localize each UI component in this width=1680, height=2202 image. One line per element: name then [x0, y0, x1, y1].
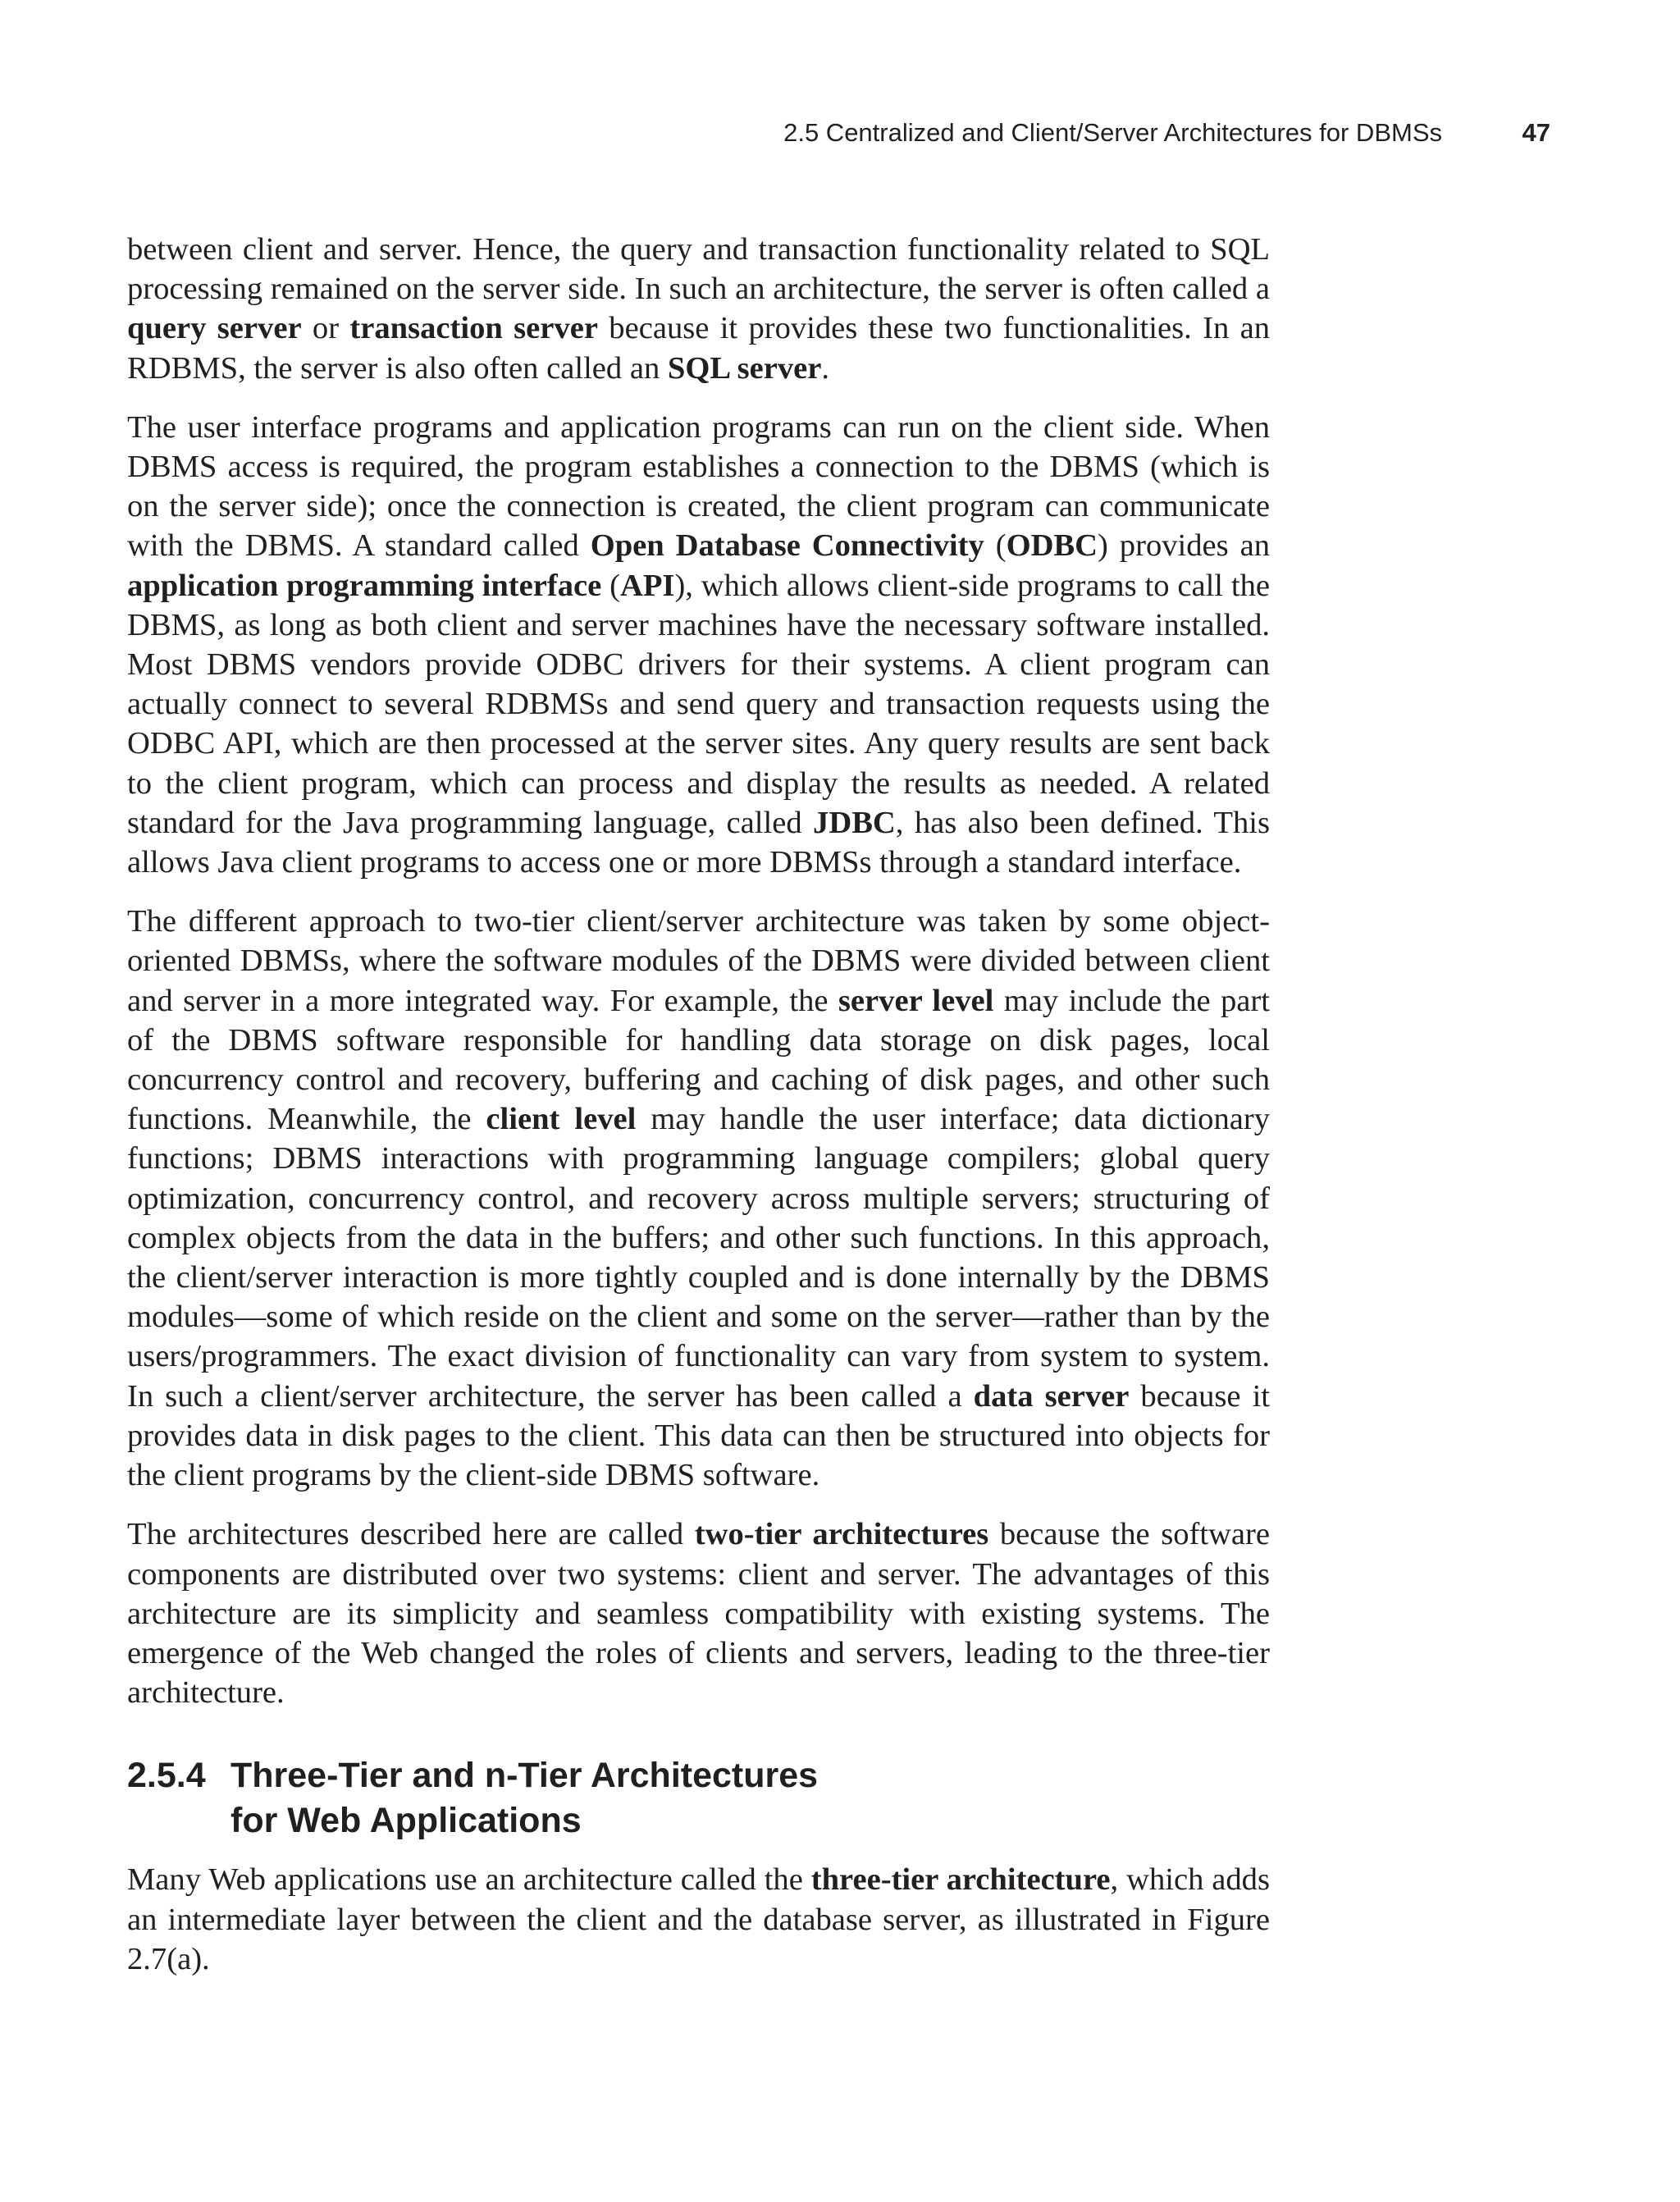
section-title-line: Three-Tier and n-Tier Architectures [231, 1756, 819, 1796]
text-run: Many Web applications use an architecture called the [127, 1862, 811, 1898]
text-run: because it provides these two functionalities. In an RDBMS, the server is also often called an [127, 311, 1270, 386]
text-run: ( [984, 528, 1007, 564]
text-run: ( [601, 568, 620, 603]
bold-term: server level [838, 983, 994, 1018]
bold-term: transaction server [349, 311, 598, 346]
body-paragraph [127, 408, 1270, 882]
text-run: The architectures described here are called [127, 1517, 695, 1552]
body-paragraph [127, 230, 1270, 388]
bold-term: data server [973, 1378, 1130, 1414]
bold-term: ODBC [1006, 528, 1098, 564]
bold-term: SQL server [667, 350, 822, 386]
section-title [231, 1753, 1270, 1843]
bold-term: Open Database Connectivity [590, 528, 984, 564]
text-run: because it provides data in disk pages to the client. This data can then be structured into objects for the client programs by the client-side DBMS software. [127, 1378, 1271, 1493]
section-number: 2.5.4 [127, 1756, 206, 1796]
text-run: . [821, 350, 830, 386]
bold-term: application programming interface [127, 568, 602, 603]
text-run: ) provides an [1098, 528, 1271, 564]
page-number: 47 [1522, 118, 1550, 147]
bold-term: query server [127, 311, 302, 346]
body-paragraph [127, 1860, 1270, 1979]
page-header [0, 118, 1550, 158]
page-body [127, 230, 1270, 1999]
bold-term: API [619, 568, 675, 603]
bold-term: client level [486, 1102, 637, 1137]
running-title: 2.5 Centralized and Client/Server Architectures for DBMSs [783, 118, 1442, 147]
text-run: , has also been defined. This allows Java client programs to access one or more DBMSs through a standard interface. [127, 805, 1270, 880]
text-run: because the software components are distributed over two systems: client and server. The advantages of this architecture are its simplicity and seamless compatibility with existing systems. The emergence of the Web changed the roles of clients and servers, leading to the three-tier architecture. [127, 1517, 1271, 1711]
body-paragraph [127, 1514, 1270, 1712]
text-run: between client and server. Hence, the query and transaction functionality related to SQL processing remained on the server side. In such an architecture, the server is often called a [127, 232, 1270, 307]
text-run: The different approach to two-tier client/server architecture was taken by some object-oriented DBMSs, where the software modules of the DBMS were divided between client and server in a more integrated way. For example, the [127, 904, 1270, 1018]
bold-term: JDBC [813, 805, 896, 840]
text-run: , which adds an intermediate layer between the client and the database server, as illustrated in Figure 2.7(a). [127, 1862, 1270, 1976]
bold-term: three-tier architecture [810, 1862, 1111, 1898]
bold-term: two-tier architectures [694, 1517, 989, 1552]
section-title-line: for Web Applications [231, 1801, 582, 1841]
text-run: ), which allows client-side programs to call the DBMS, as long as both client and server machines have the necessary software installed. Most DBMS vendors provide ODBC drivers for their systems. A client program can actually connect to several RDBMSs and send query and transaction requests using the ODBC API, which are then processed at the server sites. Any query results are sent back to the client program, which can process and display the results as needed. A related standard for the Java programming language, called [127, 568, 1270, 840]
text-run: or [301, 311, 350, 346]
text-run: may handle the user interface; data dictionary functions; DBMS interactions with programming language compilers; global query optimization, concurrency control, and recovery across multiple servers; structuring of complex objects from the data in the buffers; and other such functions. In this approach, the client/server interaction is more tightly coupled and is done internally by the DBMS modules—some of which reside on the client and some on the server—rather than by the users/programmers. The exact division of functionality can vary from system to system. In such a client/server architecture, the server has been called a [127, 1102, 1270, 1414]
text-run: may include the part of the DBMS software responsible for handling data storage on disk pages, local concurrency control and recovery, buffering and caching of disk pages, and other such functions. Meanwhile, the [127, 983, 1270, 1137]
section-heading [127, 1753, 1270, 1843]
text-run: The user interface programs and application programs can run on the client side. When DBMS access is required, the program establishes a connection to the DBMS (which is on the server side); once the connection is created, the client program can communicate with the DBMS. A standard called [127, 409, 1270, 564]
body-paragraph [127, 902, 1270, 1495]
